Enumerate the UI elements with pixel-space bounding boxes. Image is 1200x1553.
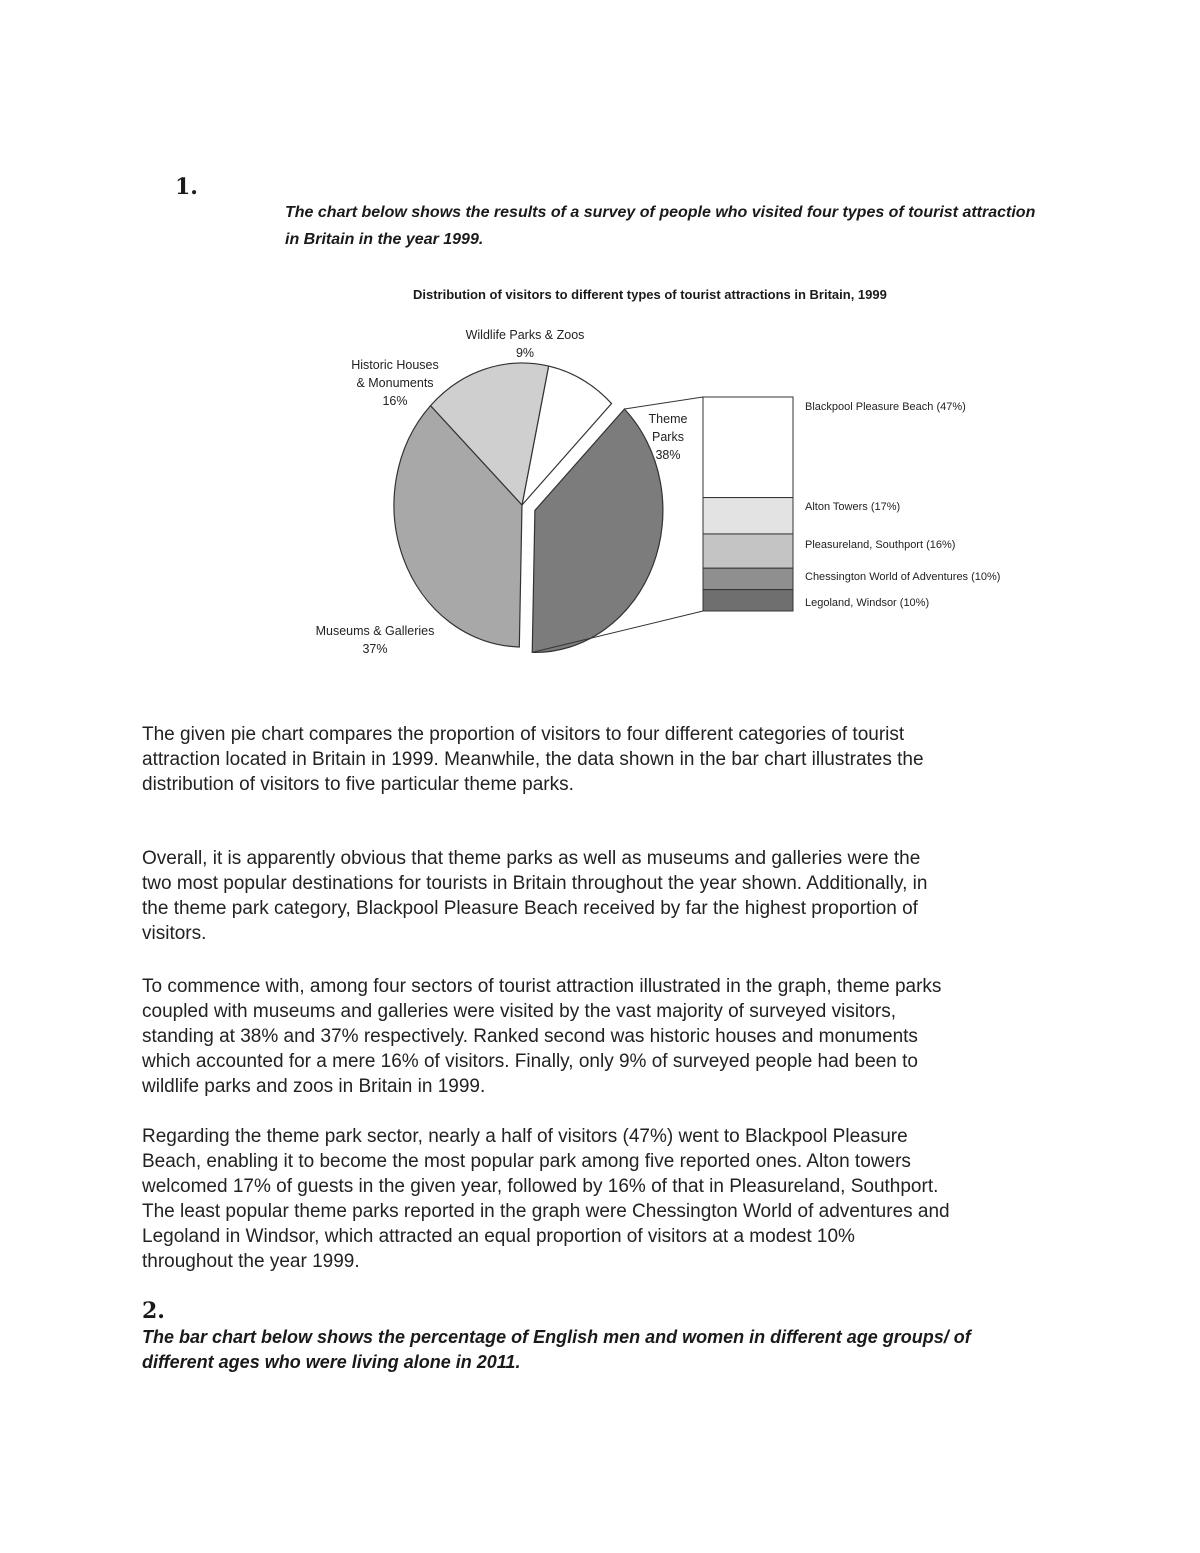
task-1-prompt-line: in Britain in the year 1999.	[285, 231, 484, 248]
essay-line: The given pie chart compares the proportion of visitors to four different categories of tourist	[142, 724, 905, 745]
breakdown-segment	[703, 534, 793, 568]
pie-label-wildlife	[440, 326, 610, 362]
essay-line: wildlife parks and zoos in Britain in 1999.	[142, 1076, 486, 1097]
essay-line: welcomed 17% of guests in the given year, followed by 16% of that in Pleasureland, Southport.	[142, 1176, 939, 1197]
breakdown-label: Chessington World of Adventures (10%)	[805, 571, 1001, 583]
pie-label-name: Parks	[652, 430, 684, 444]
essay-line: Legoland in Windsor, which attracted an equal proportion of visitors at a modest 10%	[142, 1226, 855, 1247]
pie-label-value: 38%	[655, 448, 681, 462]
task-2-prompt	[142, 1325, 1102, 1375]
pie-label-value: 9%	[515, 346, 535, 360]
essay-line: attraction located in Britain in 1999. Meanwhile, the data shown in the bar chart illustrates the	[142, 749, 924, 770]
breakdown-label: Legoland, Windsor (10%)	[805, 597, 930, 609]
breakdown-label: Pleasureland, Southport (16%)	[805, 539, 956, 551]
essay-line: Regarding the theme park sector, nearly a half of visitors (47%) went to Blackpool Pleasure	[142, 1126, 908, 1147]
pie-label-name: Theme	[648, 412, 688, 426]
essay-paragraph-body-2	[142, 1124, 1102, 1274]
pie-label-historic	[325, 356, 465, 410]
essay-line: The least popular theme parks reported in the graph were Chessington World of adventures and	[142, 1201, 950, 1222]
breakdown-label: Blackpool Pleasure Beach (47%)	[805, 401, 966, 413]
pie-label-museums	[295, 622, 455, 658]
task-1-prompt-line: The chart below shows the results of a survey of people who visited four types of tourist attraction	[285, 204, 1036, 221]
essay-line: standing at 38% and 37% respectively. Ranked second was historic houses and monuments	[142, 1026, 918, 1047]
essay-line: throughout the year 1999.	[142, 1251, 360, 1272]
pie-label-name: & Monuments	[356, 376, 434, 390]
task-2-prompt-line: The bar chart below shows the percentage of English men and women in different age groups/ of	[142, 1327, 971, 1347]
task-1-number: 1.	[175, 174, 198, 200]
breakdown-segment	[703, 397, 793, 498]
essay-line: Beach, enabling it to become the most popular park among five reported ones. Alton towers	[142, 1151, 911, 1172]
essay-line: visitors.	[142, 923, 207, 944]
pie-label-name: Museums & Galleries	[315, 624, 435, 638]
pie-label-theme	[628, 410, 708, 464]
essay-paragraph-intro	[142, 722, 1102, 797]
essay-line: which accounted for a mere 16% of visitors. Finally, only 9% of surveyed people had been to	[142, 1051, 918, 1072]
connector-line	[624, 397, 703, 409]
pie-label-name: Wildlife Parks & Zoos	[465, 328, 585, 342]
task-2-number: 2.	[142, 1298, 165, 1324]
pie-label-value: 16%	[382, 394, 408, 408]
essay-paragraph-overview	[142, 846, 1102, 946]
chart-title: Distribution of visitors to different types of tourist attractions in Britain, 1999	[413, 287, 887, 302]
breakdown-segment	[703, 568, 793, 589]
pie-label-value: 37%	[362, 642, 388, 656]
task-2-prompt-line: different ages who were living alone in 2011.	[142, 1352, 521, 1372]
essay-line: distribution of visitors to five particular theme parks.	[142, 774, 574, 795]
breakdown-segment	[703, 590, 793, 611]
essay-line: two most popular destinations for tourists in Britain throughout the year shown. Additionally, in	[142, 873, 928, 894]
breakdown-label: Alton Towers (17%)	[805, 501, 901, 513]
essay-line: the theme park category, Blackpool Pleasure Beach received by far the highest proportion of	[142, 898, 918, 919]
essay-line: To commence with, among four sectors of tourist attraction illustrated in the graph, theme parks	[142, 976, 942, 997]
essay-paragraph-body-1	[142, 974, 1102, 1099]
breakdown-segment	[703, 498, 793, 534]
pie-label-name: Historic Houses	[351, 358, 439, 372]
essay-line: Overall, it is apparently obvious that theme parks as well as museums and galleries were the	[142, 848, 921, 869]
essay-line: coupled with museums and galleries were visited by the vast majority of surveyed visitors,	[142, 1001, 896, 1022]
